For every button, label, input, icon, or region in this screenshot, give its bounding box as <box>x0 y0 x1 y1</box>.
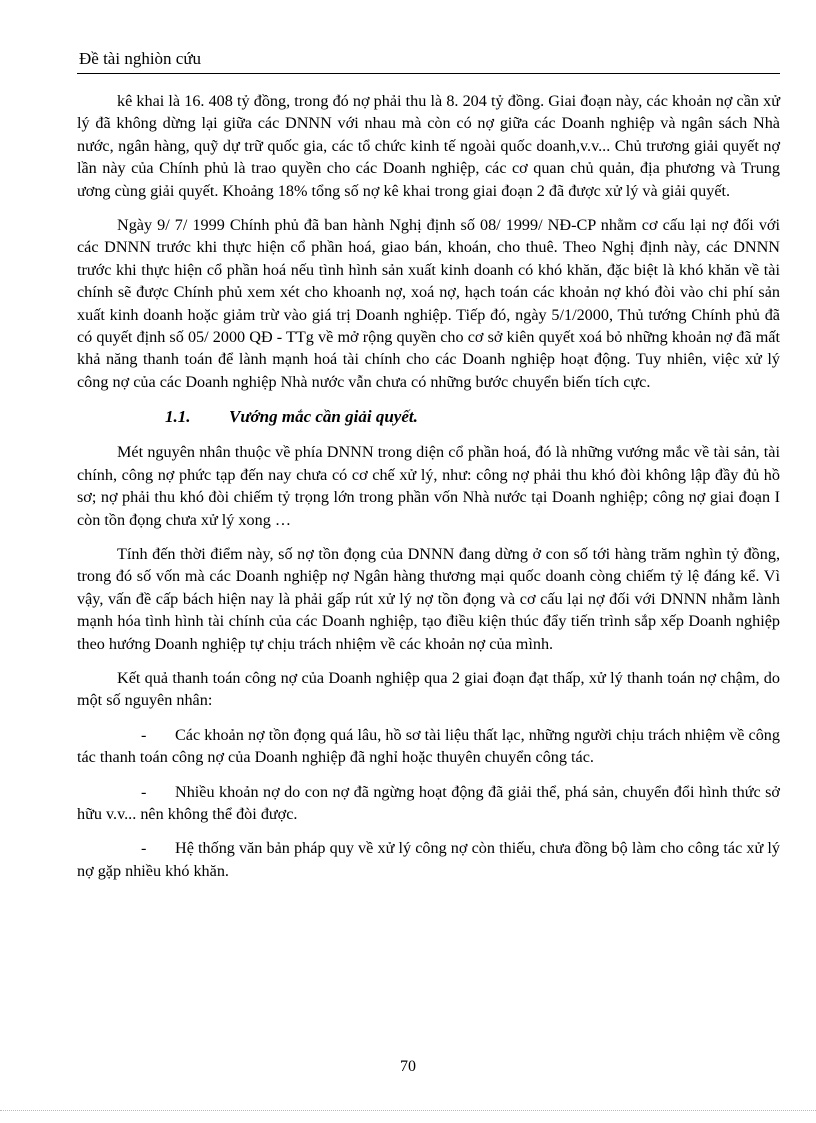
footer-divider <box>0 1110 816 1111</box>
bullet-item <box>77 781 780 826</box>
paragraph-4: Tính đến thời điểm này, số nợ tồn đọng của DNNN đang dừng ở con số tới hàng trăm nghìn tỷ đồng, trong đó số vốn mà các Doanh nghiệp nợ Ngân hàng thương mại quốc doanh còng chiếm tỷ lệ đáng kể. Vì vậy, vấn đề cấp bách hiện nay là phải gấp rút xử lý nợ tồn đọng và cơ cấu lại nợ đối với DNNN nhằm lành mạnh hóa tình hình tài chính của các Doanh nghiệp, tạo điều kiện thúc đẩy tiến trình sắp xếp Doanh nghiệp theo hướng Doanh nghiệp tự chịu trách nhiệm về các khoản nợ của mình. <box>77 544 780 653</box>
paragraph-1: kê khai là 16. 408 tỷ đồng, trong đó nợ phải thu là 8. 204 tỷ đồng. Giai đoạn này, các khoản nợ cần xử lý đã không dừng lại giữa các DNNN với nhau mà còn có nợ giữa các Doanh nghiệp và ngân sách Nhà nước, ngân hàng, quỹ dự trữ quốc gia, các tổ chức kinh tế ngoài quốc doanh,v.v... Chủ trương giải quyết nợ lần này của Chính phủ là trao quyền cho các Doanh nghiệp, các cơ quan chủ quản, địa phương và Trung ương cùng giải quyết. Khoảng 18% tổng số nợ kê khai trong giai đoạn 2 đã được xử lý và giải quyết. <box>77 92 780 200</box>
paragraph-5: Kết quả thanh toán công nợ của Doanh nghiệp qua 2 giai đoạn đạt thấp, xử lý thanh toán nợ chậm, do một số nguyên nhân: <box>77 668 780 710</box>
bullet-item <box>77 724 780 769</box>
section-title: Vướng mắc cần giải quyết. <box>229 407 418 427</box>
paragraph-2: Ngày 9/ 7/ 1999 Chính phủ đã ban hành Nghị định số 08/ 1999/ NĐ-CP nhằm cơ cấu lại nợ đối với các DNNN trước khi thực hiện cổ phần hoá, giao bán, khoán, cho thuê. Theo Nghị định này, các DNNN trước khi thực hiện cổ phần hoá nếu tình hình sản xuất kinh doanh có khó khăn, đặc biệt là khó khăn về tài chính sẽ được Chính phủ xem xét cho khoanh nợ, xoá nợ, hạch toán các khoản nợ khó đòi vào chi phí sản xuất kinh doanh hoặc giảm trừ vào giá trị Doanh nghiệp. Tiếp đó, ngày 5/1/2000, Thủ tướng Chính phủ đã có quyết định số 05/ 2000 QĐ - TTg về mở rộng quyền cho cơ sở kiên quyết xoá bỏ những khoản nợ đã mất khả năng thanh toán để lành mạnh hoá tài chính cho các Doanh nghiệp hoạt động. Tuy nhiên, việc xử lý công nợ của các Doanh nghiệp Nhà nước vẫn chưa có những bước chuyển biến tích cực. <box>77 216 780 391</box>
bullet-item <box>77 837 780 882</box>
bullet-text: Nhiều khoản nợ do con nợ đã ngừng hoạt động đã giải thể, phá sản, chuyển đổi hình thức sở hữu v.v... nên không thể đòi được. <box>77 782 780 823</box>
section-heading <box>77 405 780 429</box>
page-number: 70 <box>400 1058 416 1075</box>
header-divider <box>77 73 780 74</box>
page-header-title: Đề tài nghiòn cứu <box>79 49 202 68</box>
paragraph-3: Mét nguyên nhân thuộc về phía DNNN trong diện cổ phần hoá, đó là những vướng mắc về tài sản, tài chính, công nợ phức tạp đến nay chưa có cơ chế xử lý, như: công nợ phải thu khó đòi không lập đầy đủ hồ sơ; nợ phải thu khó đòi chiếm tỷ trọng lớn trong phần vốn Nhà nước tại Doanh nghiệp; công nợ giai đoạn I còn tồn đọng chưa xử lý xong … <box>77 443 780 529</box>
document-body <box>77 90 780 894</box>
bullet-marker: - <box>141 782 147 801</box>
bullet-marker: - <box>141 839 147 858</box>
bullet-text: Hệ thống văn bản pháp quy về xử lý công nợ còn thiếu, chưa đồng bộ làm cho công tác xử lý nợ gặp nhiều khó khăn. <box>77 839 780 880</box>
section-number: 1.1. <box>165 407 191 427</box>
bullet-marker: - <box>141 725 147 744</box>
bullet-text: Các khoản nợ tồn đọng quá lâu, hồ sơ tài liệu thất lạc, những người chịu trách nhiệm về công tác thanh toán công nợ của Doanh nghiệp đã nghỉ hoặc thuyên chuyển công tác. <box>77 725 780 767</box>
